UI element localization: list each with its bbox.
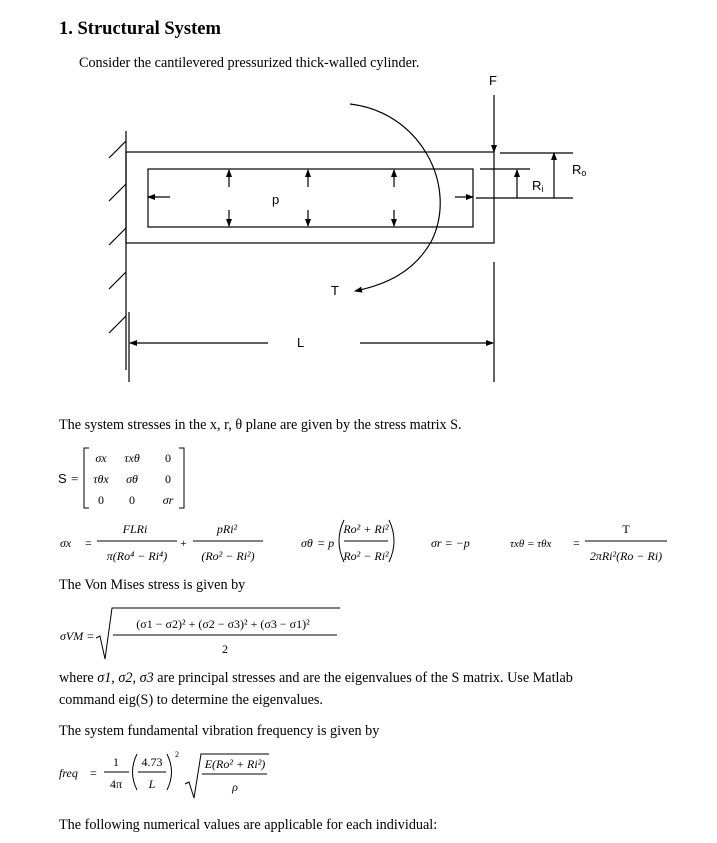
- frequency-right-paren: [167, 754, 172, 790]
- matrix-cell: σθ: [126, 472, 138, 486]
- tau-numerator: T: [622, 522, 630, 536]
- von-mises-equals: =: [87, 629, 94, 643]
- matrix-left-bracket: [84, 448, 89, 508]
- principal-stress-line-2: command eig(S) to determine the eigenvalues.: [59, 692, 323, 708]
- principal-variables: σ1, σ2, σ3: [97, 670, 154, 686]
- frequency-intro: The system fundamental vibration frequency is given by: [59, 723, 380, 739]
- section-number: 1.: [59, 19, 73, 39]
- stress-matrix: [55, 443, 205, 513]
- von-mises-radical: [96, 608, 340, 659]
- sigma-theta-equals: = p: [317, 536, 335, 550]
- sigma-x-denominator-1: π(Ro⁴ − Ri⁴): [106, 549, 168, 563]
- sigma-r-expression: σr = −p: [431, 536, 470, 550]
- matrix-cell: 0: [98, 493, 104, 507]
- frequency-label: freq: [59, 766, 78, 780]
- sigma-x-label: σx: [60, 536, 72, 550]
- sigma-theta-right-paren: [389, 520, 394, 562]
- sigma-x-numerator-2: pRi²: [216, 522, 238, 536]
- frequency-root-numerator: E(Ro² + Ri²): [204, 757, 266, 771]
- sigma-x-plus: +: [180, 536, 187, 550]
- matrix-name: S: [58, 471, 67, 486]
- matrix-cell: 0: [165, 472, 171, 486]
- von-mises-intro: The Von Mises stress is given by: [59, 577, 246, 593]
- matrix-equals: =: [71, 471, 79, 486]
- matrix-cell: 0: [129, 493, 135, 507]
- outer-radius-subscript: o: [581, 168, 587, 178]
- force-label: F: [489, 73, 497, 88]
- inner-radius-label: Ri: [532, 178, 544, 194]
- principal-suffix: are principal stresses and are the eigenvalues of the S matrix. Use Matlab: [157, 670, 573, 686]
- matrix-cell: 0: [165, 451, 171, 465]
- frequency-equation: [55, 750, 315, 810]
- frequency-exponent: 2: [175, 750, 179, 759]
- outer-tube: [126, 152, 494, 243]
- stress-equations: [55, 515, 717, 570]
- von-mises-denominator: 2: [222, 642, 228, 656]
- von-mises-equation: [55, 604, 375, 666]
- von-mises-label: σVM: [60, 629, 84, 643]
- matrix-cell: σr: [162, 493, 174, 507]
- matrix-cell: τθx: [93, 472, 109, 486]
- frequency-coef-denominator: 4π: [109, 777, 123, 791]
- torque-arrow: [350, 104, 440, 291]
- frequency-ratio-denominator: L: [148, 777, 156, 791]
- stress-plane-text: The system stresses in the x, r, θ plane are given by the stress matrix S.: [59, 417, 462, 433]
- sigma-theta-numerator: Ro² + Ri²: [343, 522, 389, 536]
- pressure-label: p: [272, 192, 280, 207]
- frequency-ratio-numerator: 4.73: [141, 755, 163, 769]
- tau-equals: =: [573, 536, 580, 550]
- tau-label: τxθ = τθx: [510, 538, 552, 550]
- intro-text: Consider the cantilevered pressurized thick-walled cylinder.: [79, 55, 420, 71]
- principal-stress-line-1: [59, 670, 573, 687]
- sigma-theta-denominator: Ro² − Ri²: [343, 549, 389, 563]
- sigma-theta-label: σθ: [301, 536, 313, 550]
- von-mises-numerator: (σ1 − σ2)² + (σ2 − σ3)² + (σ3 − σ1)²: [136, 617, 310, 631]
- inner-radius-subscript: i: [541, 184, 544, 194]
- frequency-root-denominator: ρ: [232, 780, 238, 794]
- cantilever-cylinder-figure: [0, 0, 717, 420]
- section-title: Structural System: [77, 19, 221, 39]
- length-label: L: [297, 335, 305, 350]
- frequency-coef-numerator: 1: [113, 755, 119, 769]
- inner-tube: [148, 169, 473, 227]
- frequency-left-paren: [133, 754, 138, 790]
- torque-label: T: [331, 283, 339, 298]
- sigma-x-equals: =: [85, 536, 92, 550]
- numerical-values-intro: The following numerical values are applicable for each individual:: [59, 817, 438, 833]
- matrix-right-bracket: [179, 448, 184, 508]
- principal-prefix: where: [59, 670, 94, 686]
- tau-denominator: 2πRi²(Ro − Ri): [589, 549, 663, 563]
- outer-radius-label: Ro: [572, 162, 587, 178]
- sigma-x-numerator-1: FLRi: [122, 522, 148, 536]
- sigma-x-denominator-2: (Ro² − Ri²): [201, 549, 255, 563]
- matrix-cell: τxθ: [124, 451, 140, 465]
- wall-hatching: [109, 141, 126, 333]
- frequency-equals: =: [90, 766, 97, 780]
- matrix-cell: σx: [95, 451, 107, 465]
